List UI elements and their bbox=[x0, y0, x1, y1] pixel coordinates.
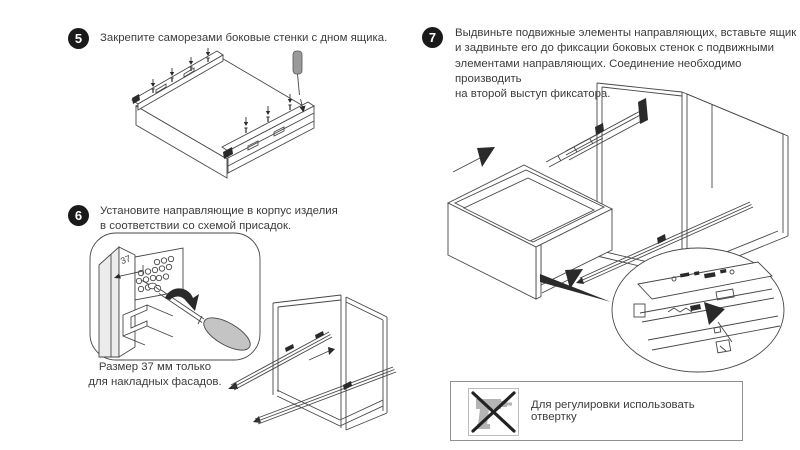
no-drill-icon bbox=[468, 388, 519, 436]
step-7-line-1: Выдвиньте подвижные элементы направляющих, вставьте ящик bbox=[455, 27, 797, 39]
note-text: Для регулировки использовать отвертку bbox=[531, 399, 695, 423]
upper-drawer-slide bbox=[228, 331, 332, 390]
step-7-line-3: элементами направляющих. Соединение необходимо производить bbox=[455, 57, 742, 85]
step-7-line-2: и задвиньте его до фиксации боковых стенок с подвижными bbox=[455, 42, 775, 55]
insert-direction-arrow-top bbox=[453, 147, 495, 172]
insert-direction-arrow bbox=[309, 347, 335, 360]
step-7-illustration-insert-drawer bbox=[428, 78, 792, 380]
cabinet-body bbox=[273, 295, 387, 430]
step-5-line-1: Закрепите саморезами боковые стенки с дном ящика. bbox=[100, 32, 388, 44]
drawer-box bbox=[448, 165, 612, 299]
lower-drawer-slide bbox=[253, 367, 396, 424]
rotation-arrow-icon bbox=[165, 288, 199, 311]
step-6-cabinet-illustration bbox=[225, 293, 410, 445]
step-6-line-2: в соответствии со схемой присадок. bbox=[100, 220, 292, 233]
step-7-badge: 7 bbox=[422, 27, 443, 48]
step-5-instruction bbox=[100, 31, 430, 46]
step-5-badge: 5 bbox=[68, 28, 89, 49]
step-5-illustration-drawer-bottom-assembly bbox=[96, 48, 348, 200]
no-drill-icon-graphic bbox=[469, 389, 518, 435]
detail-circle-fixator bbox=[612, 248, 784, 372]
step-6-badge: 6 bbox=[68, 205, 89, 226]
step-6-instruction bbox=[100, 204, 370, 235]
step-7-line-4: на второй выступ фиксатора. bbox=[455, 88, 611, 101]
step-6-line-1: Установите направляющие в корпус изделия bbox=[100, 205, 338, 217]
dimension-label: 37 bbox=[119, 253, 133, 267]
caption-line-2: для накладных фасадов. bbox=[88, 375, 222, 388]
step-6-caption bbox=[80, 360, 230, 390]
caption-line-1: Размер 37 мм только bbox=[98, 361, 212, 373]
adjustment-note bbox=[450, 381, 743, 441]
